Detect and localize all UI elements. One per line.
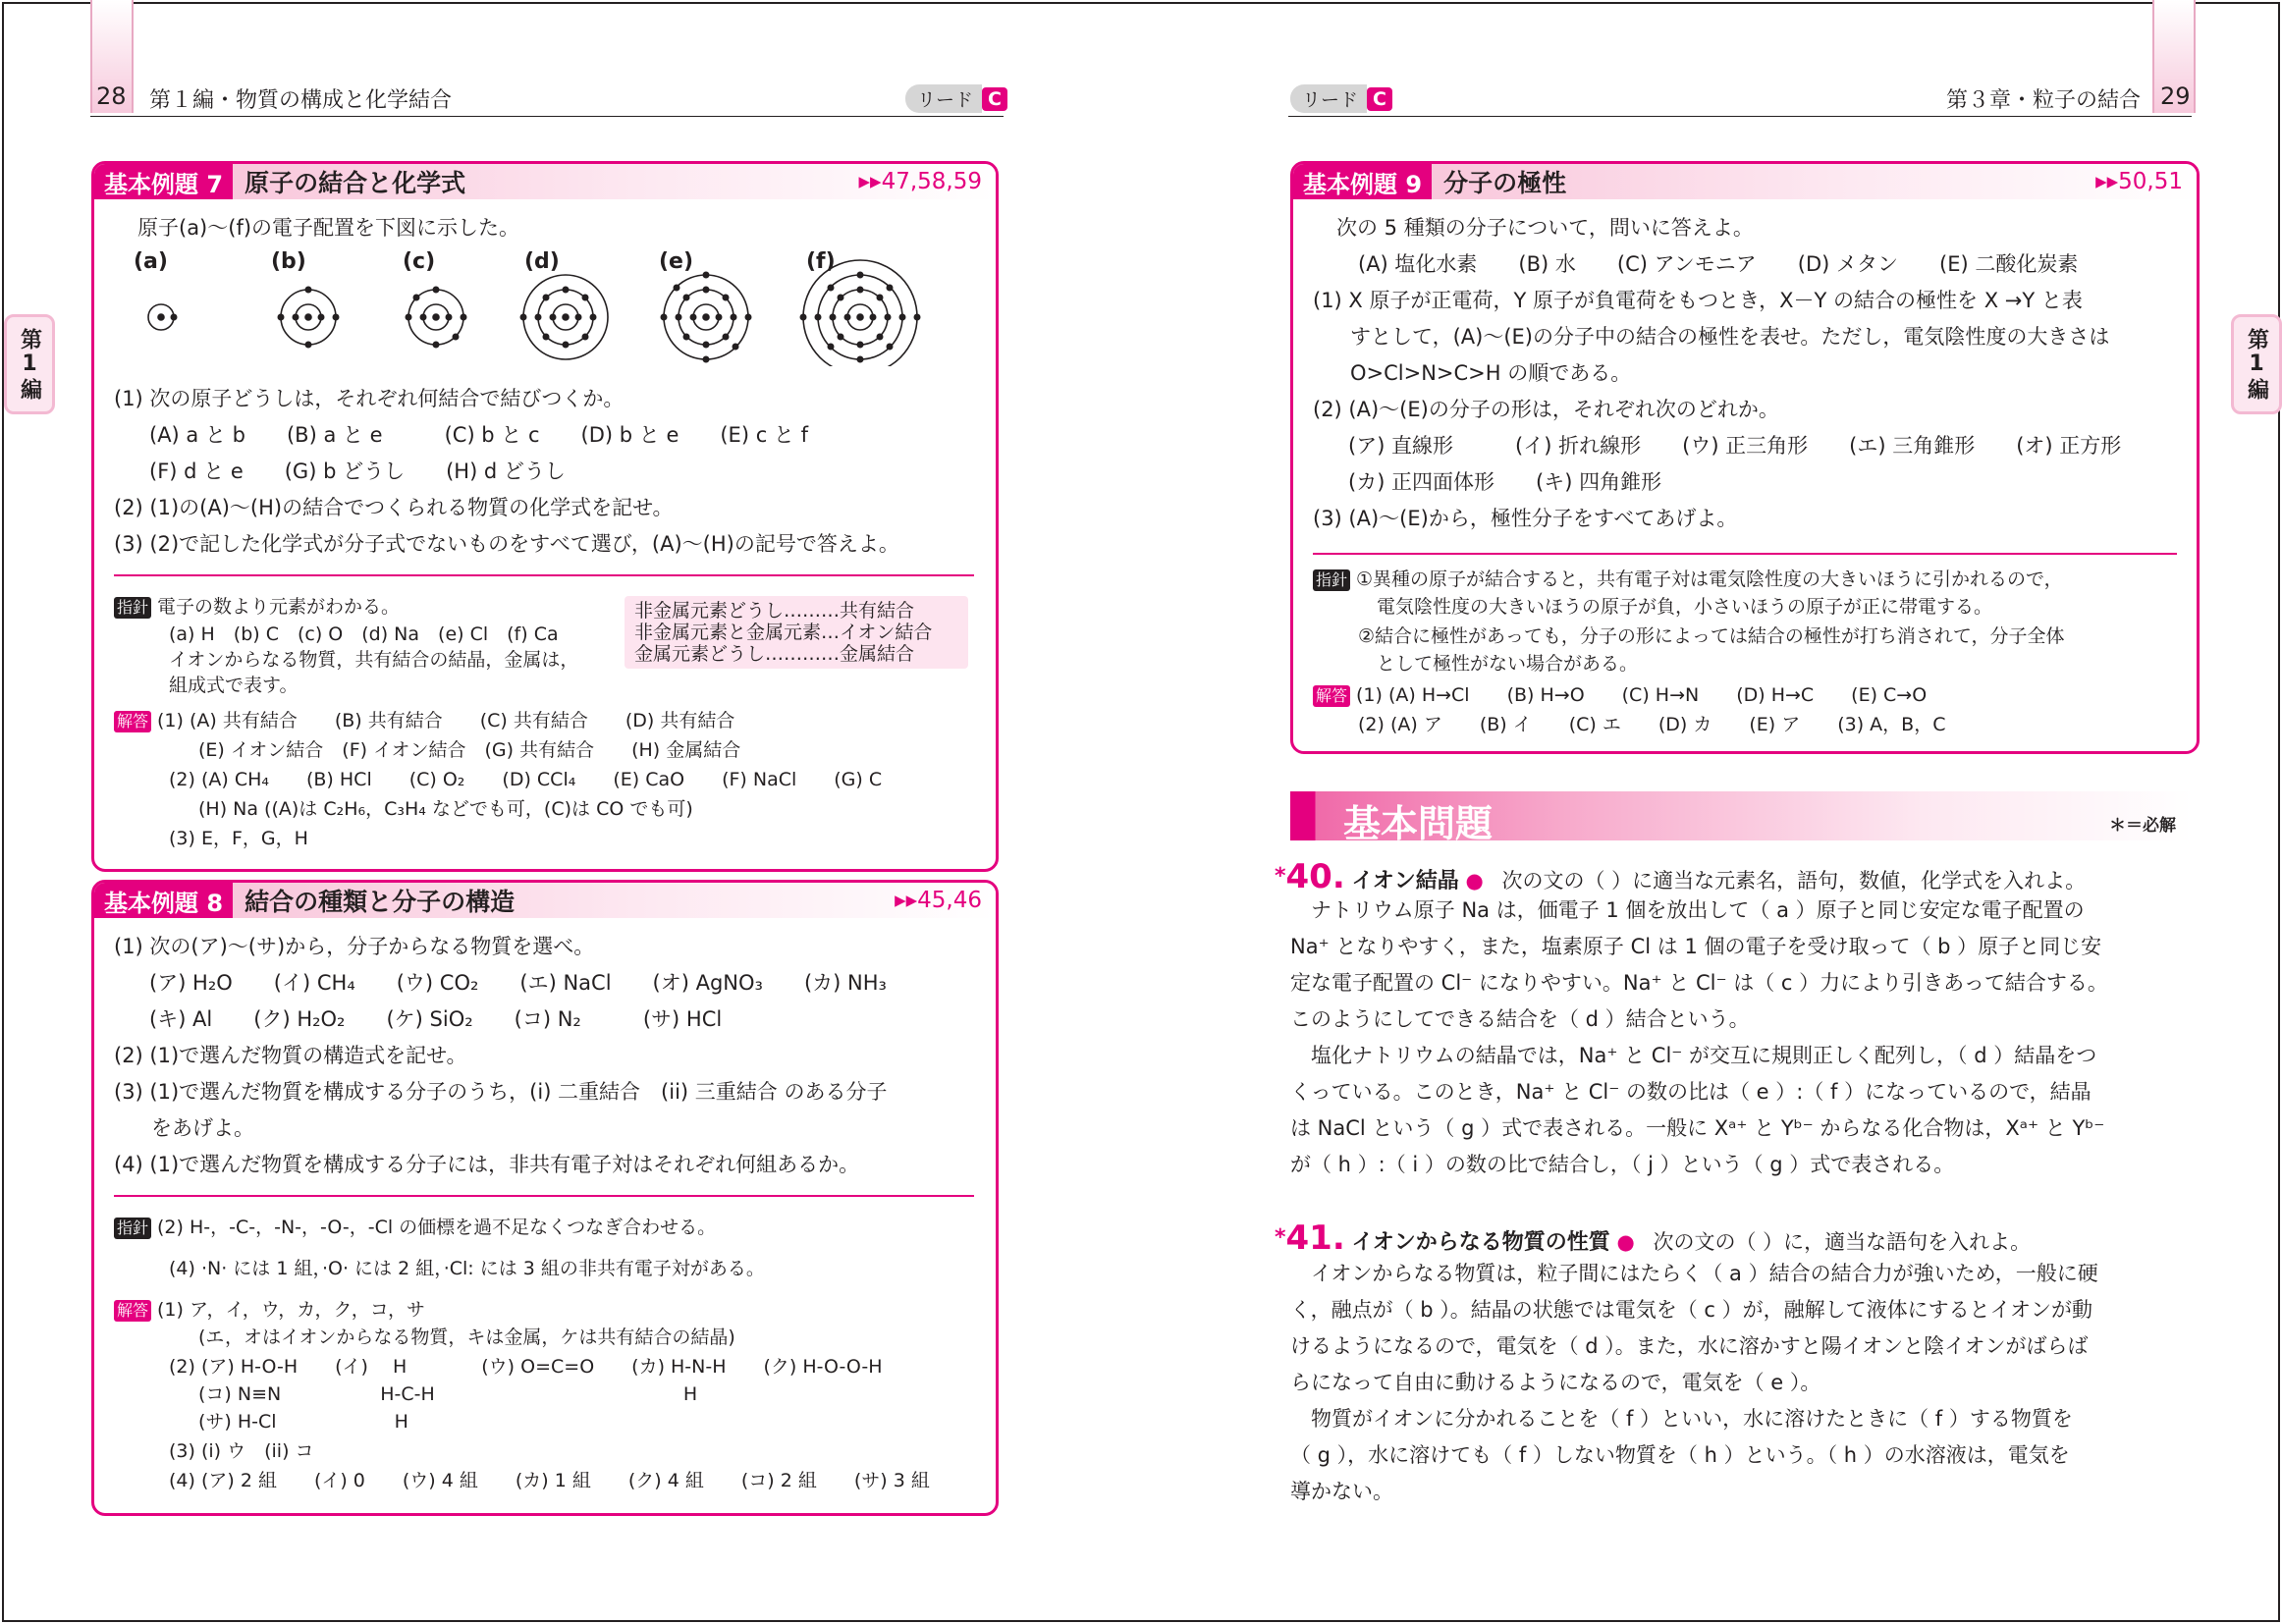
example8-q1-options-2: (キ) Al (ク) H₂O₂ (ケ) SiO₂ (コ) N₂ (サ) HCl (149, 1007, 723, 1031)
q41-line-3: けるようになるので，電気を（ d ）。また，水に溶かすと陽イオンと陰イオンがばらば (1290, 1334, 2089, 1358)
example7-answer-line-4: (H) Na ((A)は C₂H₆，C₃H₄ などでも可，(C)は CO でも可) (198, 798, 693, 820)
hint-badge: 指針 (1313, 569, 1350, 591)
example9-hint-line-1: 指針 ①異種の原子が結合すると，共有電子対は電気陰性度の大きいほうに引かれるので， (1313, 568, 2063, 591)
q41-line-1: イオンからなる物質は，粒子間にはたらく（ a ）結合の結合力が強いため，一般に硬 (1290, 1262, 2098, 1285)
atom-d (520, 275, 609, 359)
example7-header (94, 164, 996, 199)
example7-separator (114, 574, 974, 576)
page-number-right: 29 (2160, 82, 2191, 110)
bond-type-box (625, 596, 968, 669)
example9-separator (1313, 553, 2177, 555)
hint-badge: 指針 (114, 1218, 151, 1239)
example9-header (1293, 164, 2197, 199)
example9-title: 分子の極性 (1443, 169, 1567, 197)
example8-answer-line-4: (コ) N≡N H-C-H H (198, 1383, 698, 1405)
example7-hint-line-1: 指針 電子の数より元素がわかる。 (114, 596, 400, 619)
header-title-left: 第１編・物質の構成と化学結合 (149, 88, 453, 113)
example9-answer-line-1: 解答 (1) (A) H→Cl (B) H→O (C) H→N (D) H→C (E) C→O (1313, 684, 1927, 707)
example8-answer-line-3: (2) (ア) H-O-H (イ) H (ウ) O=C=O (カ) H-N-H (ク) H-O-O-H (169, 1356, 883, 1378)
header-rule-right (1288, 116, 2192, 117)
page-number-left: 28 (96, 82, 127, 110)
atom-c (406, 287, 467, 349)
bond-type-line-3: 金属元素どうし…………金属結合 (634, 643, 915, 665)
example7-tag: 基本例題 7 (94, 164, 233, 199)
q40-lead: 次の文の（ ）に適当な元素名，語句，数値，化学式を入れよ。 (1501, 869, 2087, 893)
example7-answer-line-1: 解答 (1) (A) 共有結合 (B) 共有結合 (C) 共有結合 (D) 共有結合 (114, 710, 734, 732)
example9-molecules: (A) 塩化水素 (B) 水 (C) アンモニア (D) メタン (E) 二酸化炭素 (1358, 252, 2079, 276)
example7-q1: (1) 次の原子どうしは，それぞれ何結合で結びつくか。 (114, 387, 625, 410)
bond-type-line-2: 非金属元素と金属元素…イオン結合 (634, 622, 933, 643)
example9-ref: ▸▸50,51 (2095, 169, 2183, 194)
atom-e (661, 272, 752, 363)
example8-tag: 基本例題 8 (94, 883, 233, 918)
q41-line-5: 物質がイオンに分かれることを（ f ）といい，水に溶けたときに（ f ）する物質を (1290, 1407, 2073, 1431)
example8-q2: (2) (1)で選んだ物質の構造式を記せ。 (114, 1044, 467, 1067)
example8-answer-line-1: 解答 (1) ア，イ，ウ，カ，ク，コ，サ (114, 1299, 425, 1322)
example7-hint-line-2: (a) H (b) C (c) O (d) Na (e) Cl (f) Ca (169, 623, 559, 645)
example8-box (91, 880, 999, 1516)
bond-type-line-1: 非金属元素どうし………共有結合 (634, 600, 915, 622)
example7-q1-options-2: (F) d と e (G) b どうし (H) d どうし (149, 460, 566, 483)
example9-q1-cont-1: すとして，(A)～(E)の分子中の結合の極性を表せ。ただし，電気陰性度の大きさは (1350, 325, 2110, 349)
example9-q1: (1) X 原子が正電荷，Y 原子が負電荷をもつとき，X－Y の結合の極性を X →Y と表 (1313, 289, 2083, 312)
lead-badge-right (1290, 84, 1392, 113)
atom-a (148, 304, 178, 330)
answer-badge: 解答 (114, 1300, 151, 1322)
q41-lead: 次の文の（ ）に，適当な語句を入れよ。 (1653, 1230, 2032, 1254)
example7-q2: (2) (1)の(A)～(H)の結合でつくられる物質の化学式を記せ。 (114, 496, 674, 519)
q41-line-6: （ g ），水に溶けても（ f ）しない物質を（ h ）という。（ h ）の水溶液は，電気を (1290, 1443, 2070, 1467)
section-legend: ＊＝必解 (2109, 816, 2176, 836)
example8-header (94, 883, 996, 918)
example9-shapes-2: (カ) 正四面体形 (キ) 四角錐形 (1348, 470, 1662, 494)
example8-answer-line-2: (エ，オはイオンからなる物質，キは金属，ケは共有結合の結晶) (198, 1326, 735, 1348)
q40-line-5: 塩化ナトリウムの結晶では，Na⁺ と Cl⁻ が交互に規則正しく配列し，（ d ）結晶をつ (1290, 1044, 2097, 1067)
example7-q3: (3) (2)で記した化学式が分子式でないものをすべて選び，(A)～(H)の記号で答えよ。 (114, 532, 899, 556)
example9-q2: (2) (A)～(E)の分子の形は，それぞれ次のどれか。 (1313, 398, 1779, 421)
example9-q1-cont-2: O>Cl>N>C>H の順である。 (1350, 361, 1632, 385)
atom-f (800, 260, 921, 366)
example8-q1: (1) 次の(ア)～(サ)から，分子からなる物質を選べ。 (114, 935, 595, 958)
lead-letter: C (982, 87, 1007, 111)
q40-line-4: このようにしてできる結合を（ d ）結合という。 (1290, 1007, 1750, 1031)
example9-intro: 次の 5 種類の分子について，問いに答えよ。 (1336, 216, 1754, 240)
side-tab-left: 第1編 (4, 314, 55, 414)
atom-label-f: (f) (806, 249, 836, 274)
q40-number: 40. (1285, 857, 1345, 896)
example7-answer-line-5: (3) E，F，G，H (169, 828, 308, 849)
example8-q3: (3) (1)で選んだ物質を構成する分子のうち，(i) 二重結合 (ii) 三重結合 のある分子 (114, 1080, 888, 1104)
lead-label: リード (905, 84, 982, 113)
q40-mark: * (1275, 864, 1286, 889)
example9-hint-line-3: ②結合に極性があっても，分子の形によっては結合の極性が打ち消されて，分子全体 (1358, 625, 2065, 647)
q40-bullet-icon: ● (1465, 869, 1484, 893)
q40-line-6: くっている。このとき，Na⁺ と Cl⁻ の数の比は（ e ）:（ f ）になっているので，結晶 (1290, 1080, 2092, 1104)
q41-title: イオンからなる物質の性質 (1351, 1230, 1610, 1255)
q41-bullet-icon: ● (1616, 1230, 1635, 1254)
atom-label-c: (c) (403, 249, 436, 274)
example7-intro: 原子(a)～(f)の電子配置を下図に示した。 (137, 216, 520, 240)
answer-badge: 解答 (114, 711, 151, 732)
example9-hint-line-2: 電気陰性度の大きいほうの原子が負，小さいほうの原子が正に帯電する。 (1358, 596, 1993, 618)
example8-answer-line-6: (3) (i) ウ (ii) コ (169, 1440, 314, 1462)
example8-hint-line-2: (4) ·N· には 1 組，·O· には 2 組，·Cl: には 3 組の非共有電子対がある。 (169, 1258, 765, 1279)
lead-badge-left (905, 84, 1007, 113)
atom-label-b: (b) (271, 249, 306, 274)
atom-label-d: (d) (524, 249, 560, 274)
header-title-right: 第３章・粒子の結合 (1946, 88, 2142, 113)
example7-title: 原子の結合と化学式 (244, 169, 466, 197)
hint-badge: 指針 (114, 597, 151, 619)
example8-answer-line-7: (4) (ア) 2 組 (イ) 0 (ウ) 4 組 (カ) 1 組 (ク) 4 組 (コ) 2 組 (サ) 3 組 (169, 1470, 930, 1491)
example7-answer-line-2: (E) イオン結合 (F) イオン結合 (G) 共有結合 (H) 金属結合 (198, 739, 741, 761)
q41-heading (1275, 1218, 2032, 1260)
example8-answer-line-5: (サ) H-Cl H (198, 1411, 408, 1433)
example7-box (91, 161, 999, 872)
q40-line-2: Na⁺ となりやすく，また，塩素原子 Cl は 1 個の電子を受け取って（ b ）原子と同じ安 (1290, 935, 2102, 958)
example8-separator (114, 1195, 974, 1197)
example9-box (1290, 161, 2200, 754)
q40-line-3: 定な電子配置の Cl⁻ になりやすい。Na⁺ と Cl⁻ は（ c ）力により引きあって結合する。 (1290, 971, 2108, 995)
example9-q3: (3) (A)～(E)から，極性分子をすべてあげよ。 (1313, 507, 1738, 530)
side-tab-right: 第1編 (2231, 314, 2282, 414)
example9-tag: 基本例題 9 (1293, 164, 1432, 199)
q40-heading (1275, 857, 2087, 898)
q40-line-1: ナトリウム原子 Na は，価電子 1 個を放出して（ a ）原子と同じ安定な電子配置の (1290, 898, 2085, 922)
q41-mark: * (1275, 1225, 1286, 1250)
example9-shapes-1: (ア) 直線形 (イ) 折れ線形 (ウ) 正三角形 (エ) 三角錐形 (オ) 正方形 (1348, 434, 2122, 458)
q41-number: 41. (1285, 1218, 1345, 1258)
example7-answer-line-3: (2) (A) CH₄ (B) HCl (C) O₂ (D) CCl₄ (E) CaO (F) NaCl (G) C (169, 769, 883, 790)
q40-line-8: が（ h ）:（ i ）の数の比で結合し，（ j ）という（ g ）式で表される。 (1290, 1153, 1955, 1176)
q41-line-4: らになって自由に動けるようになるので，電気を（ e ）。 (1290, 1371, 1821, 1394)
example8-q1-options-1: (ア) H₂O (イ) CH₄ (ウ) CO₂ (エ) NaCl (オ) AgNO₃ (カ) NH₃ (149, 971, 887, 995)
q40-line-7: は NaCl という（ g ）式で表される。一般に Xᵃ⁺ と Yᵇ⁻ からなる化合物は，Xᵃ⁺ と Yᵇ⁻ (1290, 1116, 2105, 1140)
q41-line-7: 導かない。 (1290, 1480, 1393, 1503)
example8-hint-line-1: 指針 (2) H-，-C-，-N-，-O-，-Cl の価標を過不足なくつなぎ合わせる。 (114, 1217, 716, 1239)
atom-b (278, 287, 340, 349)
lead-label: リード (1290, 84, 1367, 113)
example7-ref: ▸▸47,58,59 (858, 169, 982, 194)
example7-q1-options-1: (A) a と b (B) a と e (C) b と c (D) b と e (E) c と f (149, 423, 808, 447)
example7-hint-line-3: イオンからなる物質，共有結合の結晶，金属は， (169, 649, 579, 671)
q41-line-2: く，融点が（ b ）。結晶の状態では電気を（ c ）が，融解して液体にするとイオンが動 (1290, 1298, 2093, 1322)
q40-title: イオン結晶 (1351, 869, 1459, 893)
header-rule-left (90, 116, 1004, 117)
example8-ref: ▸▸45,46 (895, 888, 982, 913)
example8-title: 結合の種類と分子の構造 (244, 888, 516, 916)
example8-q3-cont: をあげよ。 (151, 1116, 254, 1140)
example8-q4: (4) (1)で選んだ物質を構成する分子には，非共有電子対はそれぞれ何組あるか。 (114, 1153, 860, 1176)
atom-diagrams (124, 248, 988, 366)
lead-letter: C (1367, 87, 1392, 111)
answer-badge: 解答 (1313, 685, 1350, 707)
section-title: 基本問題 (1343, 802, 1494, 845)
atom-label-a: (a) (134, 249, 168, 274)
example9-hint-line-4: として極性がない場合がある。 (1358, 653, 1639, 675)
example7-hint-line-4: 組成式で表す。 (169, 675, 299, 696)
atom-label-e: (e) (659, 249, 694, 274)
example9-answer-line-2: (2) (A) ア (B) イ (C) エ (D) カ (E) ア (3) A，B，C (1358, 714, 1946, 735)
